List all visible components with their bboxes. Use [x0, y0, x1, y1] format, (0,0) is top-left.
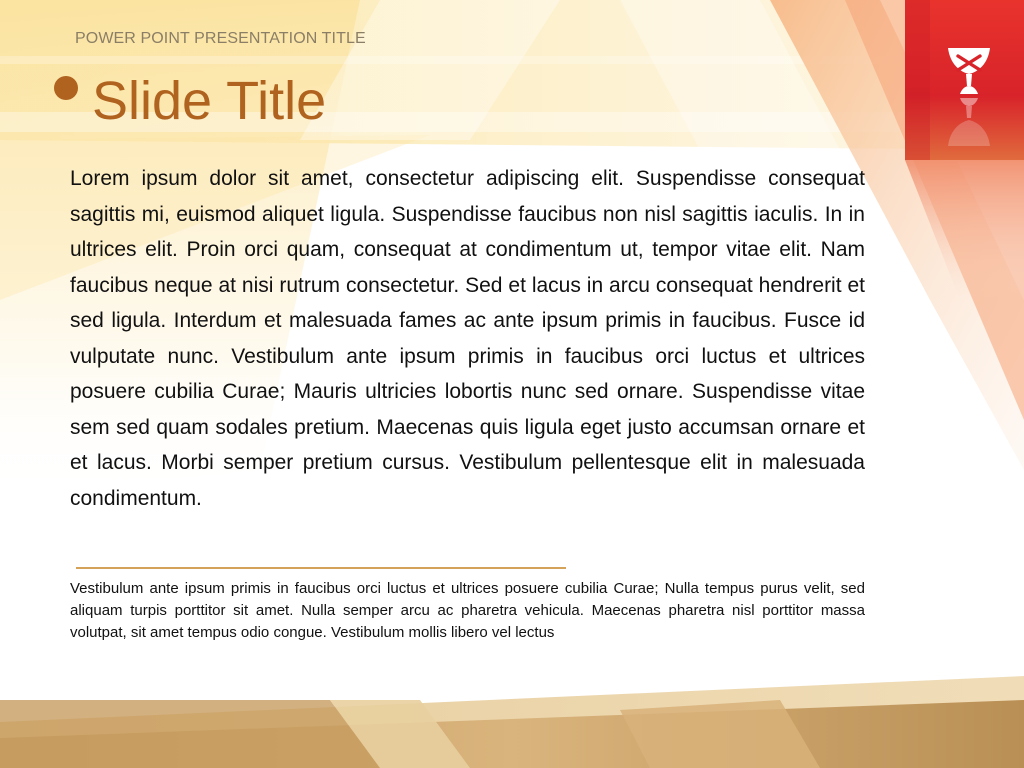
note-paragraph: Vestibulum ante ipsum primis in faucibus orci luctus et ultrices posuere cubilia Curae; Nulla tempus purus velit, sed aliquam turpis porttitor sit amet. Nulla semper arcu ac pharetra vehicula. Maecenas pharetra nisl porttitor massa volutpat, sit amet tempus odio congue. Vestibulum mollis libero vel lectus	[70, 580, 865, 641]
chalice-cross-logo-icon	[944, 42, 994, 162]
title-bullet-icon	[52, 66, 82, 126]
slide-title-row	[52, 66, 326, 136]
presentation-title: POWER POINT PRESENTATION TITLE	[75, 30, 366, 47]
divider-line	[76, 567, 566, 569]
slide-title: Slide Title	[92, 71, 327, 131]
body-paragraph: Lorem ipsum dolor sit amet, consectetur adipiscing elit. Suspendisse consequat sagittis mi, euismod aliquet ligula. Suspendisse faucibus non nisl sagittis iaculis. In in ultrices elit. Proin orci quam, consequat at condimentum ut, tempor vitae elit. Nam faucibus neque at nisi rutrum consectetur. Sed et lacus in arcu consequat hendrerit et sed ligula. Interdum et malesuada fames ac ante ipsum primis in faucibus. Fusce id vulputate nunc. Vestibulum ante ipsum primis in faucibus orci luctus et ultrices posuere cubilia Curae; Mauris ultricies lobortis nunc sed ornare. Suspendisse vitae sem sed quam sodales pretium. Maecenas quis ligula eget justo accumsan ornare et et lacus. Morbi semper pretium cursus. Vestibulum pellentesque elit in malesuada condimentum.	[70, 167, 865, 510]
